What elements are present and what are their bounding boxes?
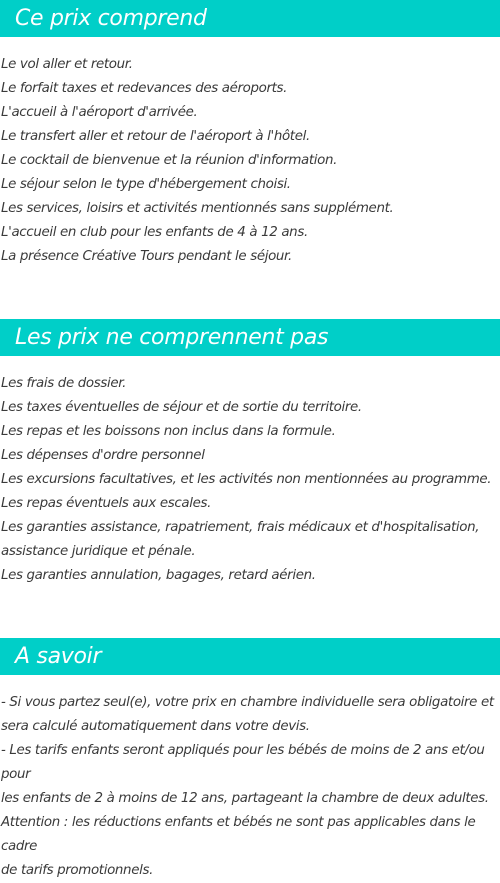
list-item: Les excursions facultatives, et les activités non mentionnées au programme. bbox=[1, 472, 492, 487]
list-item: Le transfert aller et retour de l'aéroport à l'hôtel. bbox=[1, 129, 310, 144]
list-item: assistance juridique et pénale. bbox=[1, 544, 196, 559]
section-header-excludes: Les prix ne comprennent pas bbox=[0, 319, 500, 356]
list-item: Le vol aller et retour. bbox=[1, 57, 133, 72]
list-item: Les services, loisirs et activités mentionnés sans supplément. bbox=[1, 201, 394, 216]
includes-list bbox=[1, 53, 499, 269]
section-header-to-know: A savoir bbox=[0, 638, 500, 675]
list-item: Les repas éventuels aux escales. bbox=[1, 496, 212, 511]
list-item: Le cocktail de bienvenue et la réunion d'information. bbox=[1, 153, 338, 168]
list-item: - Les tarifs enfants seront appliqués pour les bébés de moins de 2 ans et/ou pour bbox=[1, 743, 485, 782]
list-item: Les garanties annulation, bagages, retard aérien. bbox=[1, 568, 316, 583]
list-item: Les frais de dossier. bbox=[1, 376, 127, 391]
list-item: Attention : les réductions enfants et bébés ne sont pas applicables dans le cadre bbox=[1, 815, 476, 854]
list-item: sera calculé automatiquement dans votre devis. bbox=[1, 719, 310, 734]
list-item: La présence Créative Tours pendant le séjour. bbox=[1, 249, 292, 264]
list-item: Les dépenses d'ordre personnel bbox=[1, 448, 205, 463]
list-item: Les repas et les boissons non inclus dans la formule. bbox=[1, 424, 336, 439]
list-item: les enfants de 2 à moins de 12 ans, partageant la chambre de deux adultes. bbox=[1, 791, 489, 806]
list-item: L'accueil en club pour les enfants de 4 à 12 ans. bbox=[1, 225, 308, 240]
list-item: L'accueil à l'aéroport d'arrivée. bbox=[1, 105, 198, 120]
section-header-includes: Ce prix comprend bbox=[0, 0, 500, 37]
list-item: Le séjour selon le type d'hébergement choisi. bbox=[1, 177, 291, 192]
excludes-list bbox=[1, 372, 499, 588]
list-item: Les taxes éventuelles de séjour et de sortie du territoire. bbox=[1, 400, 362, 415]
list-item: - Si vous partez seul(e), votre prix en chambre individuelle sera obligatoire et bbox=[1, 695, 494, 710]
list-item: Le forfait taxes et redevances des aéroports. bbox=[1, 81, 288, 96]
list-item: de tarifs promotionnels. bbox=[1, 863, 153, 878]
to-know-list bbox=[1, 691, 499, 883]
list-item: Les garanties assistance, rapatriement, frais médicaux et d'hospitalisation, bbox=[1, 520, 480, 535]
